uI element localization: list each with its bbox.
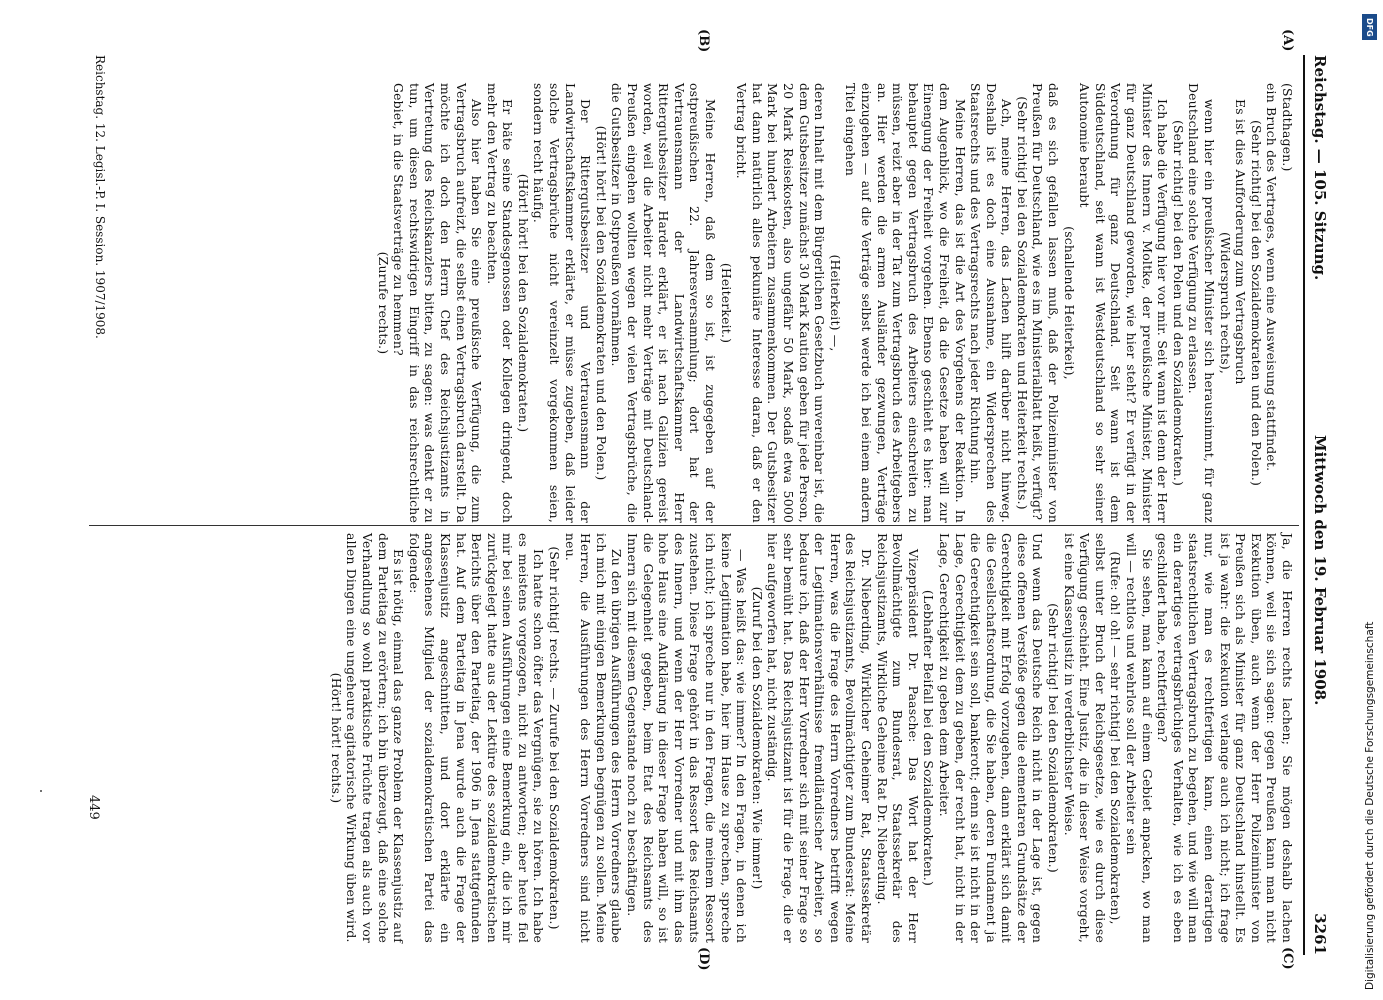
- paragraph: Zu den übrigen Ausführungen des Herrn Vorredners glaube ich mich mit einigen Bemerkungen begnügen zu sollen. Meine Herren, die Ausführungen des Herrn Vorredners sind nicht neu.: [562, 533, 625, 943]
- paragraph: (Widerspruch rechts),: [1217, 231, 1233, 375]
- margin-marker-d: (D): [696, 947, 711, 971]
- paragraph: Ach, meine Herren, das Lachen hilft darüber nicht hinweg. Deshalb ist es doch eine Ausnahme, ein Widersprechen des Staatsrechts und des Vertragsrechts nach jeder Richtung hin.: [968, 83, 1015, 523]
- scan-speck: [40, 790, 42, 792]
- header-date: Mittwoch den 19. Februar 1908.: [1311, 435, 1329, 706]
- paragraph: Der Rittergutsbesitzer und Vertrauensmann der Landwirtschaftskammer erklärte, er müsse zugeben, daß leider solche Vertragsbrüche nicht vereinzelt vorgekommen seien, sondern recht häufig.: [531, 83, 594, 523]
- paragraph: (Rufe: oh! oh! — sehr richtig! bei den Sozialdemokraten),: [1108, 551, 1124, 925]
- digitization-credit: Digitalisierung gefördert durch die Deutsche Forschungsgemeinschaft: [1364, 621, 1376, 990]
- paragraph: (Heiterkeit) —,: [827, 254, 843, 352]
- paragraph: Meine Herren, das ist die Art des Vorgehens der Reaktion. In dem Augenblick, wo die Freiheit, da die Gesetze haben will zur Einengung der Freiheit vorgehen. Ebenso geschieht es hier: man behauptet gegen Vertragsbruch des Arbeiters einschreiten zu müssen, reizt aber in der Tat zum Vertragsbruch des Arbeitgebers an. Hier werden die armen Ausländer gezwungen, Verträge einzugehen — auf die Verträge selbst werde ich bei einem andern Titel eingehen: [843, 83, 968, 523]
- document-page: [59, 29, 1329, 971]
- paragraph: ein Bruch des Vertrages, wenn eine Ausweisung stattfindet.: [1264, 83, 1280, 472]
- dfg-logo: DFG: [1362, 14, 1377, 40]
- paragraph: Vizepräsident Dr. Paasche: Das Wort hat der Herr Bevollmächtigte zum Bundesrat, Staatssekretär des Reichsjustizamts, Wirkliche Geheime Rat Dr. Nieberding.: [874, 533, 921, 943]
- paragraph: (Stadthagen.): [1280, 83, 1295, 172]
- paragraph: (Zuruf bei den Sozialdemokraten: Wie immer!): [749, 586, 765, 890]
- paragraph: selbst unter Bruch der Reichsgesetze, wie es durch diese Verfügung geschieht. Eine Justiz, die in dieser Weise vorgeht, ist eine Klassenjustiz in verderblichster Weise.: [1061, 533, 1108, 943]
- column-divider: [89, 525, 1299, 526]
- paragraph: — Was heißt das: wie immer? In den Fragen, in denen ich keine Legitimation habe, hier im Hause zu sprechen, spreche ich nicht; ich spreche nur in den Fragen, die meinem Ressort zustehen. Diese Frage gehört in das Ressort des Reichsamts des Innern, und wenn der Herr Vorredner und mit ihm das hohe Haus eine Aufklärung in dieser Frage haben will, so ist die Gelegenheit gegeben, beim Etat des Reichsamts des Innern sich mit diesem Gegenstande noch zu beschäftigen.: [625, 533, 750, 943]
- paragraph: daß es sich gefallen lassen muß, daß der Polizeiminister von Preußen für Deutschland, wie es im Ministerialblatt heißt, verfügt?: [1030, 83, 1062, 523]
- margin-marker-a: (A): [1280, 29, 1295, 52]
- header-session: Reichstag. — 105. Sitzung.: [1311, 55, 1329, 281]
- paragraph: Er bäte seine Standesgenossen oder Kollegen dringend, doch mehr den Vertrag zu beachten.: [484, 83, 516, 523]
- margin-marker-b: (B): [696, 29, 711, 53]
- paragraph: (Sehr richtig! bei den Polen und den Sozialdemokraten.): [1170, 119, 1186, 487]
- margin-marker-c: (C): [1280, 947, 1295, 970]
- paragraph: (Hört! hört! bei den Sozialdemokraten.): [515, 173, 531, 433]
- paragraph: wenn hier ein preußischer Minister sich herausnimmt, für ganz Deutschland eine solche Verfügung zu erlassen.: [1186, 83, 1218, 523]
- header-rule: [1303, 55, 1305, 955]
- paragraph: Es ist dies Aufforderung zum Vertragsbruch: [1233, 99, 1249, 385]
- header-page-number: 3261: [1311, 913, 1329, 955]
- right-column: [328, 533, 1295, 943]
- paragraph: Also hier haben Sie eine preußische Verfügung, die zum Vertragsbruch aufreizt, die selbst einen Vertragsbruch darstellt. Da möchte ich doch den Herrn Chef des Reichsjustizamts in Vertretung des Reichskanzlers bitten, zu sagen: was denkt er zu tun, um diesen rechtswidrigen Eingriff in das reichsrechtliche Gebiet, in die Staatsverträge zu hemmen?: [391, 83, 485, 523]
- paragraph: (Hört! hört! bei den Sozialdemokraten und den Polen.): [593, 125, 609, 481]
- paragraph: (Sehr richtig! rechts. — Zurufe bei den Sozialdemokraten.): [547, 546, 563, 930]
- paragraph: Ich habe die Verfügung hier vor mir. Seit wann ist denn der Herr Minister des Innern v. Moltke, der preußische Minister, Minister für ganz Deutschland geworden, wie hier steht? Er verfügt in der Verordnung für ganz Deutschland. Seit wann ist dem Süddeutschland, seit wann ist Westdeutschland so sehr seiner Autonomie beraubt: [1077, 83, 1171, 523]
- paragraph: Dr. Nieberding, Wirklicher Geheimer Rat, Staatssekretär des Reichsjustizamts, Bevollmächtigter zum Bundesrat: Meine Herren, was die Frage des Herrn Vorredners betrifft wegen der Legitimationsverhältnisse fremdländischer Arbeiter, so bedaure ich, daß der Herr Vorredner sich mit seiner Frage so sehr bemüht hat. Das Reichsjustizamt ist für die Frage, die er hier aufgeworfen hat, nicht zuständig.: [765, 533, 874, 943]
- paragraph: (Sehr richtig! bei den Sozialdemokraten und den Polen.): [1248, 119, 1264, 487]
- paragraph: (schallende Heiterkeit),: [1061, 226, 1077, 380]
- page-footer: Reichstag. 12. Legisl.-P. I. Session. 1907/1908.: [93, 55, 107, 339]
- paragraph: (Sehr richtig! bei den Sozialdemokraten und Heiterkeit rechts.): [1014, 96, 1030, 510]
- paragraph: (Hört! hört! rechts.): [328, 672, 344, 804]
- left-column: [375, 83, 1295, 523]
- paragraph: Ich hatte schon öfter das Vergnügen, sie zu hören. Ich habe es meistens vorgezogen, nicht zu antworten; aber heute fiel mir bei seinen Ausführungen eine Bemerkung ein, die ich mir zurückgelegt hatte aus der Lektüre des sozialdemokratischen Berichts über den Parteitag, der 1906 in Jena stattgefunden hat. Auf dem Parteitag in Jena wurde auch die Frage der Klassenjustiz angeschnitten, und dort erklärte ein angesehenes Mitglied der sozialdemokratischen Partei das folgende:: [406, 533, 547, 943]
- paragraph: (Sehr richtig! bei den Sozialdemokraten.): [1046, 603, 1062, 873]
- paragraph: Und wenn das Deutsche Reich nicht in der Lage ist, gegen diese offenen Verstöße gegen die elementaren Grundsätze der Gerechtigkeit mit Erfolg vorzugehen, dann erklärt sich damit die Gesellschaftsordnung, die Sie haben, deren Fundament ja die Gerechtigkeit sein soll, bankerott; denn sie ist nicht in der Lage, Gerechtigkeit dem zu geben, der recht hat, nicht in der Lage, Gerechtigkeit zu geben dem Arbeiter.: [936, 533, 1046, 943]
- paragraph: deren Inhalt mit dem Bürgerlichen Gesetzbuch unvereinbar ist, die dem Gutsbesitzer zunächst 30 Mark Kaution geben für jede Person, 20 Mark Reisekosten, also ungefähr 50 Mark, sodaß etwa 5000 Mark bei hundert Arbeitern zusammenkommen. Der Gutsbesitzer hat dann natürlich alles pekuniäre Interesse daran, daß er den Vertrag bricht.: [734, 83, 828, 523]
- paragraph: Sie sehen, man kann auf einem Gebiet anpacken, wo man will — rechtlos und wehrlos soll der Arbeiter sein: [1124, 533, 1155, 943]
- paragraph: Es ist nötig, einmal das ganze Problem der Klassenjustiz auf dem Parteitag zu erörtern; ich bin überzeugt, daß eine solche Verhandlung so wohl praktische Früchte tragen als auch vor allen Dingen eine ungeheure agitatorische Wirkung üben wird.: [344, 533, 407, 943]
- paragraph: Meine Herren, daß dem so ist, ist zugegeben auf der ostpreußischen 22. Jahresversammlung; dort hat der Vertrauensmann der Landwirtschaftskammer Herr Rittergutsbesitzer Harder erklärt, er ist nach Galizien gereist worden, weil die Arbeiter nicht mehr Verträge mit Deutschland-Preußen eingehen wollten wegen der vielen Vertragsbrüche, die die Gutsbesitzer in Ostpreußen vornähmen.: [609, 83, 719, 523]
- paragraph: (Zurufe rechts.): [375, 251, 391, 355]
- page-header: [1307, 55, 1329, 955]
- paragraph: (Lebhafter Beifall bei den Sozialdemokraten.): [921, 589, 937, 887]
- footer-page-number: 449: [86, 795, 101, 820]
- digitization-stamp: [1361, 10, 1379, 990]
- paragraph: Ja, die Herren rechts lachen; Sie mögen deshalb lachen können, weil sie sich sagen: gegen Preußen kann man nicht Exekution üben, auch wenn der Herr Polizeiminister von Preußen sich als Minister für ganz Deutschland hinstellt. Es ist ja wahr: die Exekution verlange auch ich nicht; ich frage nur, wie man es rechtfertigen kann, einen derartigen staatsrechtlichen Vertragsbruch zu begehen, und wie will man ein derartiges vertragsbrüchiges Verhalten, wie ich es eben geschildert habe, rechtfertigen?: [1155, 533, 1295, 943]
- paragraph: (Heiterkeit.): [718, 262, 734, 344]
